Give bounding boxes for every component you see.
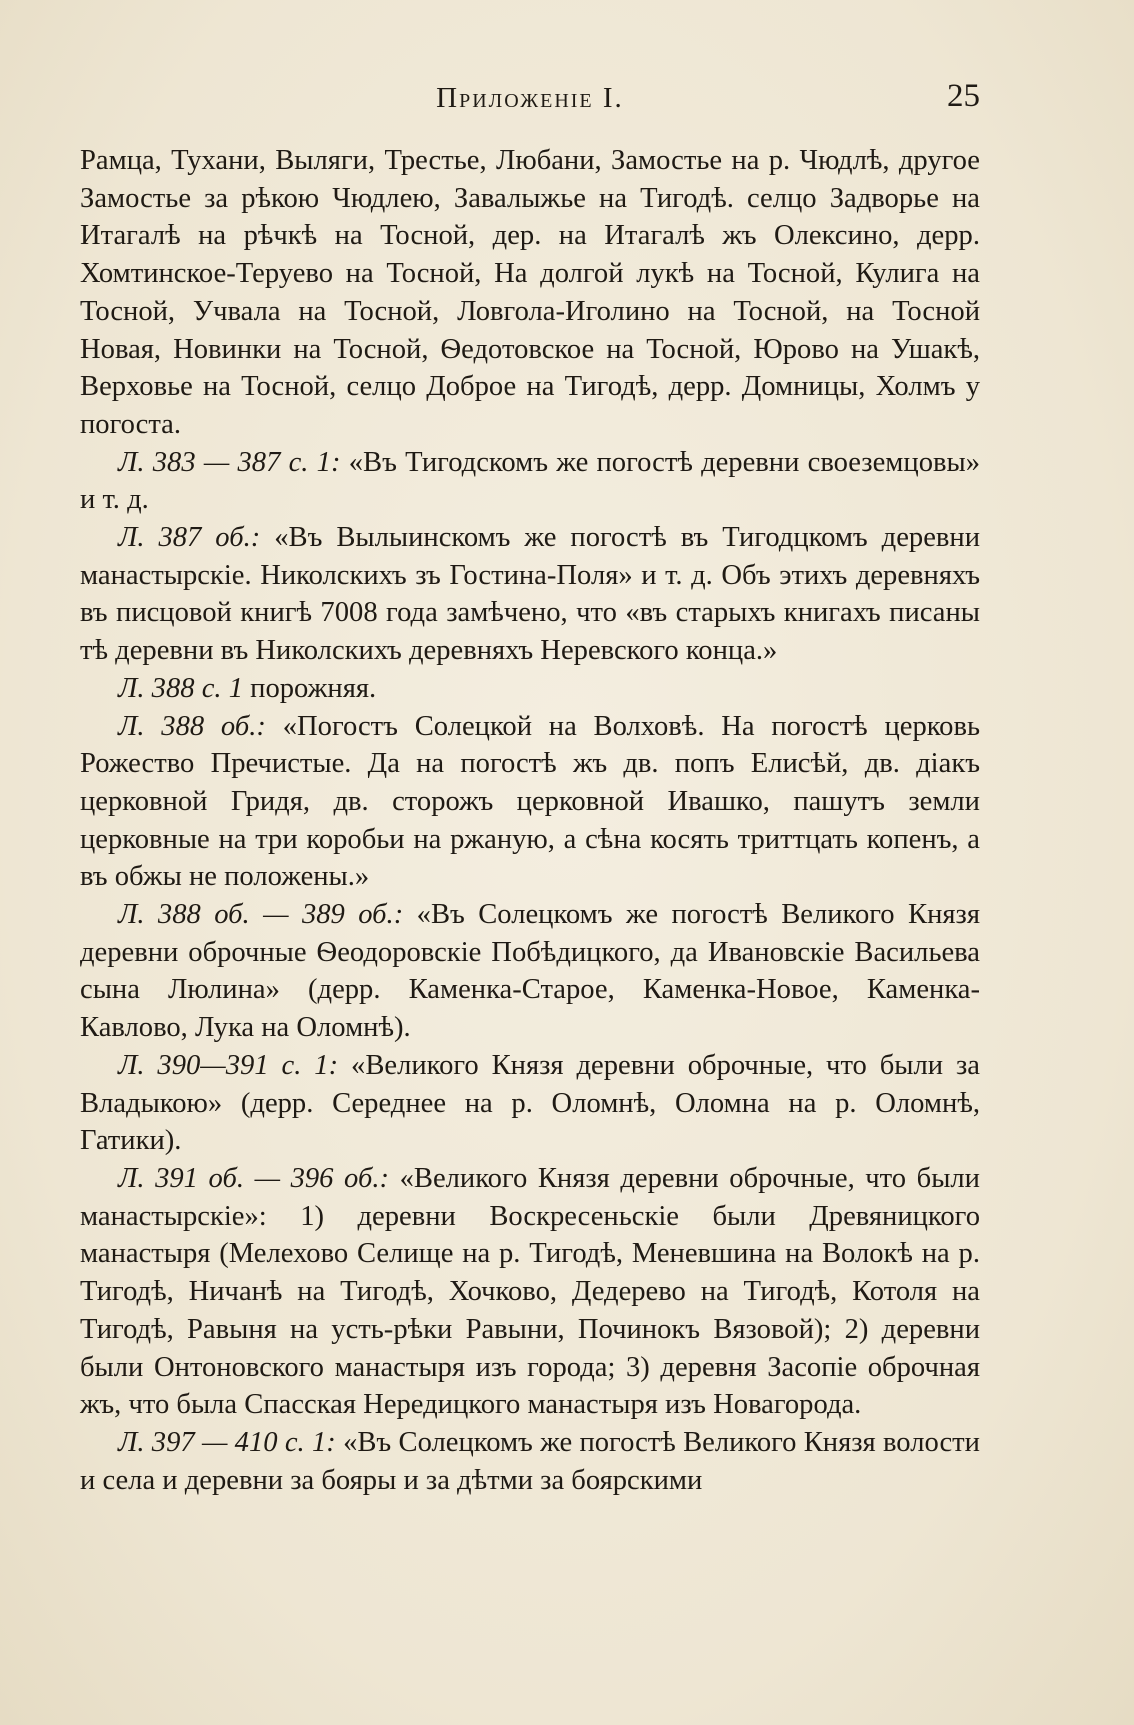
paragraph-text: «Въ Тигодскомъ же погостѣ деревни своеземцовы» и т. д. [80,446,980,516]
paragraph-6 [80,896,980,1047]
page-header [80,78,980,122]
leaf-reference: Л. 388 об. — 389 об.: [118,899,404,931]
body-text [80,142,980,1499]
paragraph-8 [80,1160,980,1424]
paragraph-9 [80,1424,980,1499]
paragraph-4 [80,670,980,708]
paragraph-1 [80,142,980,444]
leaf-reference: Л. 391 об. — 396 об.: [118,1162,389,1194]
paragraph-2 [80,444,980,519]
leaf-reference: Л. 388 с. 1 [118,672,243,704]
paragraph-text: Рамца, Тухани, Выляги, Трестье, Любани, Замостье на р. Чюдлѣ, другое Замостье за рѣкою Чюдлею, Завалыжье на Тигодѣ. селцо Задворье на Итагалѣ на рѣчкѣ на Тосной, дер. на Итагалѣ жъ Олексино, дерр. Хомтинское-Теруево на Тосной, На долгой лукѣ на Тосной, Кулига на Тосной, Учвала на Тосной, Ловгола-Иголино на Тосной, на Тосной Новая, Новинки на Тосной, Ѳедотовское на Тосной, Юрово на Ушакѣ, Верховье на Тосной, селцо Доброе на Тигодѣ, дерр. Домницы, Холмъ у погоста. [80,145,980,440]
leaf-reference: Л. 390—391 с. 1: [118,1049,339,1081]
paragraph-7 [80,1047,980,1160]
leaf-reference: Л. 383 — 387 с. 1: [118,446,341,478]
paragraph-text: «Погостъ Солецкой на Волховѣ. На погостѣ церковь Рожество Пречистые. Да на погостѣ жъ дв. попъ Елисѣй, дв. діакъ церковной Гридя, дв. сторожъ церковной Ивашко, пашутъ земли церковные на три коробьи на ржаную, а сѣна косять триттцать копенъ, а въ обжы не положены.» [80,710,981,893]
paragraph-text: «Въ Солецкомъ же погостѣ Великого Князя деревни оброчные Ѳеодоровскіе Побѣдицкого, да Ивановскіе Васильева сына Люлина» (дерр. Каменка-Старое, Каменка-Новое, Каменка-Кавлово, Лука на Оломнѣ). [80,899,980,1044]
paragraph-text: «Великого Князя деревни оброчные, что были манастырскіе»: 1) деревни Воскресеньскіе были Древяницкого манастыря (Мелехово Селище на р. Тигодѣ, Меневшина на Волокѣ на р. Тигодѣ, Ничанѣ на Тигодѣ, Хочково, Дедерево на Тигодѣ, Котоля на Тигодѣ, Равыня на усть-рѣки Равыни, Починокъ Вязовой); 2) деревни были Онтоновского манастыря изъ города; 3) деревня Засопіе оброчная жъ, что была Спасская Нередицкого манастыря изъ Новагорода. [80,1162,980,1421]
paragraph-text: «Въ Вылыинскомъ же погостѣ въ Тигодцкомъ деревни манастырскіе. Николскихъ зъ Гостина-Поля» и т. д. Объ этихъ деревняхъ въ писцовой книгѣ 7008 года замѣчено, что «въ старыхъ книгахъ писаны тѣ деревни въ Николскихъ деревняхъ Неревского конца.» [80,522,980,667]
paragraph-text: порожняя. [250,672,377,704]
leaf-reference: Л. 388 об.: [118,710,266,742]
leaf-reference: Л. 397 — 410 с. 1: [118,1426,336,1458]
paragraph-3 [80,519,980,670]
page-number: 25 [947,78,980,114]
leaf-reference: Л. 387 об.: [118,522,261,554]
paragraph-5 [80,708,980,897]
paragraph-text: «Въ Солецкомъ же погостѣ Великого Князя волости и села и деревни за бояры и за дѣтми за боярскими [80,1426,980,1496]
paragraph-text: «Великого Князя деревни оброчные, что были за Владыкою» (дерр. Середнее на р. Оломнѣ, Оломна на р. Оломнѣ, Гатики). [80,1049,980,1157]
running-title: Приложеніе I. [436,82,624,114]
